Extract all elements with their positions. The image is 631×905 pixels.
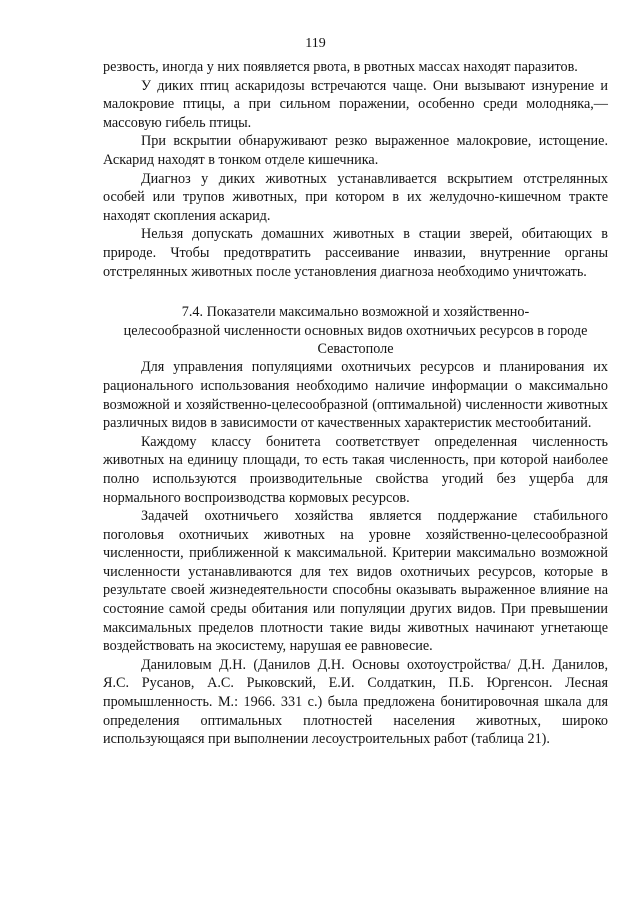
paragraph: У диких птиц аскаридозы встречаются чаще. Они вызывают изнурение и малокровие птицы, а при сильном поражении, особенно среди молодняка,— массовую гибель птицы. [103,77,608,131]
paragraph: Каждому классу бонитета соответствует определенная численность животных на единицу площади, то есть такая численность, при которой наиболее полно используются производительные свойства угодий без ущерба для нормального воспроизводства кормовых ресурсов. [103,433,608,506]
paragraph: резвость, иногда у них появляется рвота, в рвотных массах находят паразитов. [103,59,578,75]
paragraph: Задачей охотничьего хозяйства является поддержание стабильного поголовья охотничьих животных на уровне хозяйственно-целесообразной численности, приближенной к максимальной. Критерии максимально возможной численности устанавливаются для тех видов охотничьих ресурсов, которые в результате своей жизнедеятельности способны оказывать выраженное влияние на состояние самой среды обитания или популяции других видов. При превышении максимальных пределов плотности такие виды животных начинают угнетающе воздействовать на экосистему, нарушая ее равновесие. [103,508,608,655]
section-heading-line: целесообразной численности основных видов охотничьих ресурсов в городе [123,322,588,339]
paragraph: Даниловым Д.Н. (Данилов Д.Н. Основы охотоустройства/ Д.Н. Данилов, Я.С. Русанов, А.С. Рыковский, Е.И. Солдаткин, П.Б. Юргенсон. Лесная промышленность. М.: 1966. 331 с.) была предложена бонитировочная шкала для определения оптимальных плотностей населения животных, широко использующаяся при выполнении лесоустроительных работ (таблица 21). [103,656,608,748]
page-body [103,58,608,749]
section-heading [103,303,608,358]
paragraph: Нельзя допускать домашних животных в стации зверей, обитающих в природе. Чтобы предотвратить рассеивание инвазии, внутренние органы отстрелянных животных после установления диагноза необходимо уничтожать. [103,226,608,280]
section-heading-line: Севастополе [317,340,394,357]
paragraph: Диагноз у диких животных устанавливается вскрытием отстрелянных особей или трупов животных, при котором в их желудочно-кишечном тракте находят скопления аскарид. [103,170,608,224]
page-number: 119 [305,36,326,51]
paragraph: При вскрытии обнаруживают резко выраженное малокровие, истощение. Аскарид находят в тонком отделе кишечника. [103,133,608,168]
section-heading-line: 7.4. Показатели максимально возможной и хозяйственно- [181,304,530,321]
paragraph: Для управления популяциями охотничьих ресурсов и планирования их рационального использования необходимо наличие информации о максимально возможной и хозяйственно-целесообразной (оптимальной) численности животных различных видов в зависимости от качественных характеристик местообитаний. [103,359,608,432]
